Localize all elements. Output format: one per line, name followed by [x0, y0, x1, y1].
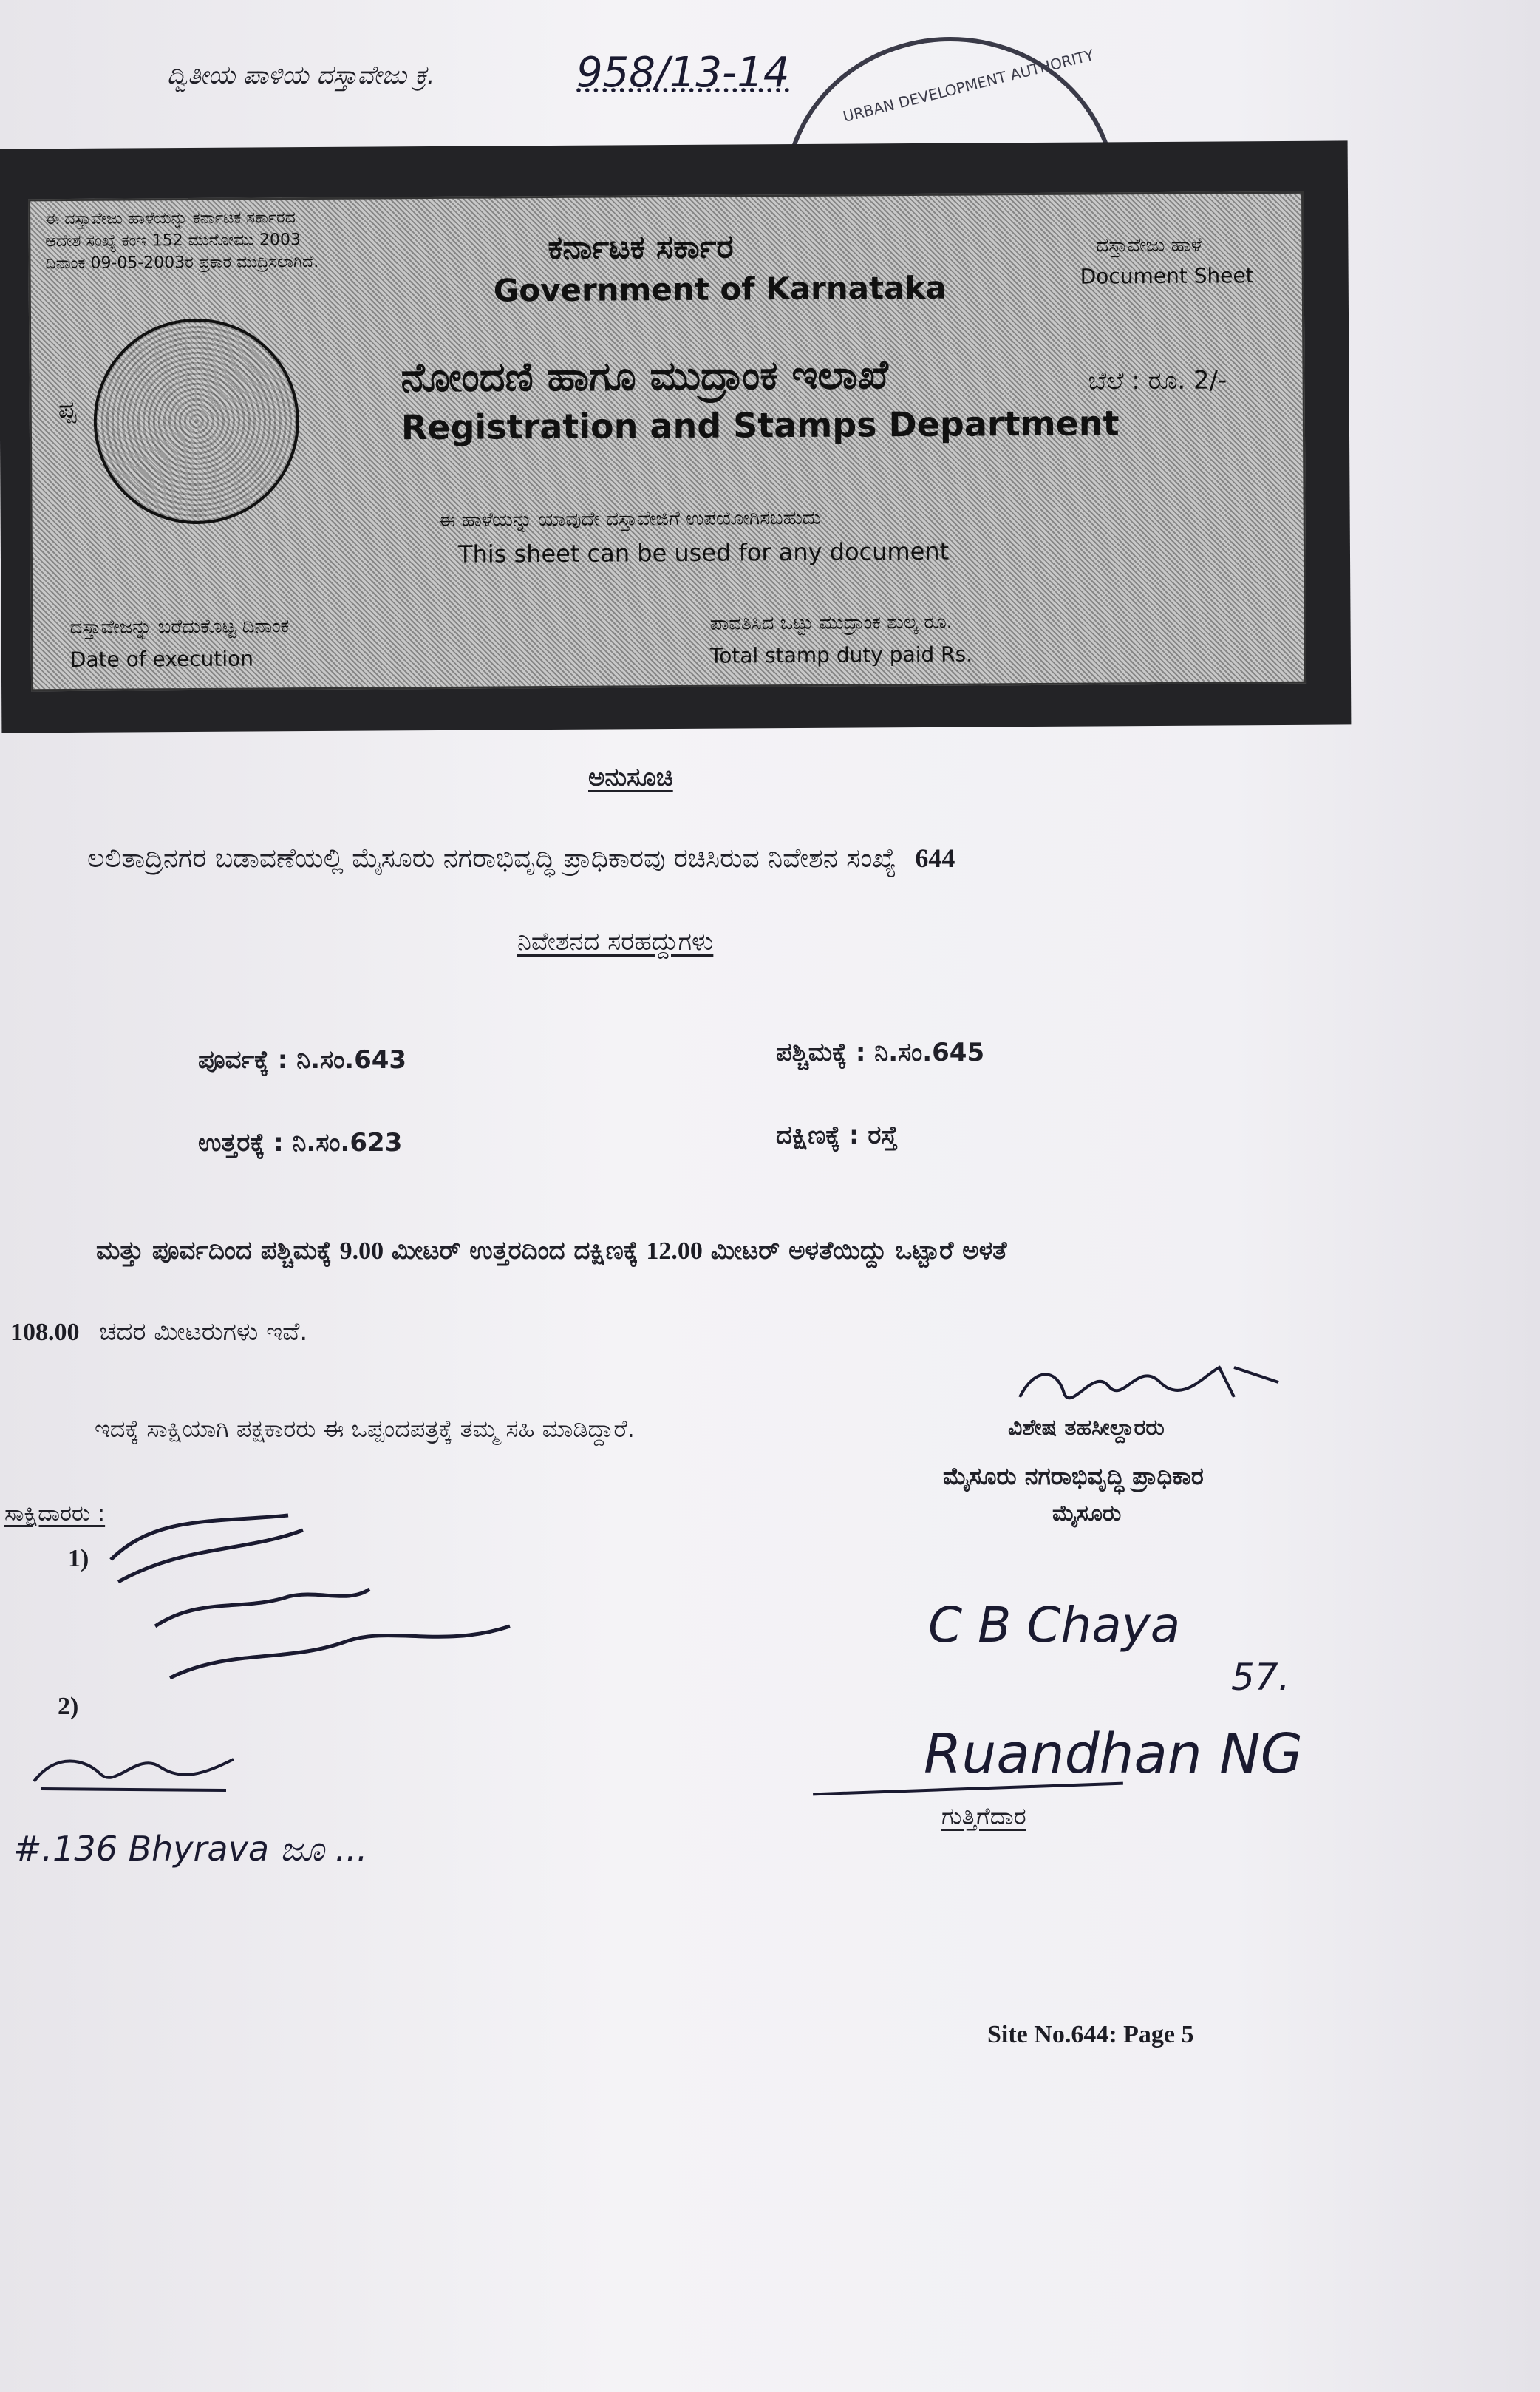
schedule-heading: ಅನುಸೂಚಿ	[588, 763, 673, 792]
any-doc-english: This sheet can be used for any document	[457, 537, 950, 568]
stamp-duty-kannada: ಪಾವತಿಸಿದ ಒಟ್ಟು ಮುದ್ರಾಂಕ ಶುಲ್ಕ ರೂ.	[709, 611, 953, 635]
intro-line	[87, 843, 955, 874]
witnesses-label: ಸಾಕ್ಷಿದಾರರು :	[4, 1501, 106, 1526]
witness2-signature-icon	[27, 1737, 248, 1796]
witness2-address: #.136 Bhyrava ಜೂ ...	[13, 1829, 368, 1869]
page-footer: Site No.644: Page 5	[987, 2021, 1194, 2048]
measure-pre: ಮತ್ತು ಪೂರ್ವದಿಂದ ಪಶ್ಚಿಮಕ್ಕೆ	[96, 1236, 332, 1265]
witness2-signature	[27, 1737, 248, 1799]
dept-english: Registration and Stamps Department	[401, 403, 1120, 448]
measure-post: ಮೀಟರ್ ಅಳತೆಯಿದ್ದು ಒಟ್ಟಾರೆ ಅಳತೆ	[710, 1236, 1007, 1265]
area-value: 108.00	[10, 1319, 80, 1346]
state-emblem-icon	[93, 318, 300, 525]
order-note-line-1: ಈ ದಸ್ತಾವೇಜು ಹಾಳೆಯನ್ನು ಕರ್ನಾಟಕ ಸರ್ಕಾರದ	[45, 208, 296, 229]
lessee-signature: Ruandhan NG	[924, 1722, 1303, 1786]
witness-statement: ಇದಕ್ಕೆ ಸಾಕ್ಷಿಯಾಗಿ ಪಕ್ಷಕಾರರು ಈ ಒಪ್ಪಂದಪತ್ರಕ್ಕೆ ತಮ್ಮ ಸಹಿ ಮಾಡಿದ್ದಾರೆ.	[95, 1415, 635, 1443]
stamp-sheet-panel	[28, 191, 1306, 692]
price-label: ಬೆಲೆ : ರೂ. 2/-	[1088, 365, 1227, 396]
exec-date-kannada: ದಸ್ತಾವೇಜನ್ನು ಬರೆದುಕೊಟ್ಟ ದಿನಾಂಕ	[69, 615, 290, 639]
measure-mid: ಮೀಟರ್ ಉತ್ತರದಿಂದ ದಕ್ಷಿಣಕ್ಕೆ	[391, 1236, 638, 1265]
intro-text: ಲಲಿತಾದ್ರಿನಗರ ಬಡಾವಣೆಯಲ್ಲಿ ಮೈಸೂರು ನಗರಾಭಿವೃದ್ಧಿ ಪ್ರಾಧಿಕಾರವು ರಚಿಸಿರುವ ನಿವೇಶನ ಸಂಖ್ಯೆ	[87, 843, 896, 874]
officer-signature-icon	[1012, 1353, 1293, 1419]
stamp-duty-english: Total stamp duty paid Rs.	[709, 642, 973, 668]
register-label: ದ್ವಿತೀಯ ಪಾಳಿಯ ದಸ್ತಾವೇಜು ಕ್ರ.	[167, 61, 435, 90]
area-unit: ಚದರ ಮೀಟರುಗಳು ಇವೆ.	[99, 1317, 308, 1347]
boundary-west: ಪಶ್ಚಿಮಕ್ಕೆ : ನಿ.ಸಂ.645	[776, 1038, 985, 1067]
dept-kannada: ನೋಂದಣಿ ಹಾಗೂ ಮುದ್ರಾಂಕ ಇಲಾಖೆ	[401, 351, 889, 401]
order-note-line-2: ಆದೇಶ ಸಂಖ್ಯೆ ಕಂಇ 152 ಮುನೋಮು 2003	[45, 231, 301, 251]
area-line	[10, 1317, 307, 1347]
ns-value: 12.00	[646, 1237, 703, 1265]
govt-kannada: ಕರ್ನಾಟಕ ಸರ್ಕಾರ	[548, 228, 734, 268]
register-number: 958/13-14	[576, 49, 790, 97]
govt-english: Government of Karnataka	[493, 269, 947, 309]
officer-place: ಮೈಸೂರು	[1052, 1501, 1122, 1526]
witness1-number: 1)	[68, 1545, 89, 1572]
doc-sheet-english: Document Sheet	[1080, 263, 1254, 289]
order-note-line-3: ದಿನಾಂಕ 09-05-2003ರ ಪ್ರಕಾರ ಮುದ್ರಿಸಲಾಗಿದೆ.	[45, 252, 319, 273]
officer-org: ಮೈಸೂರು ನಗರಾಭಿವೃದ್ಧಿ ಪ್ರಾಧಿಕಾರ	[943, 1462, 1204, 1490]
boundary-north: ಉತ್ತರಕ್ಕೆ : ನಿ.ಸಂ.623	[198, 1128, 403, 1158]
boundaries-heading: ನಿವೇಶನದ ಸರಹದ್ದುಗಳು	[517, 927, 714, 957]
doc-sheet-kannada: ದಸ್ತಾವೇಜು ಹಾಳೆ	[1096, 234, 1203, 257]
any-doc-kannada: ಈ ಹಾಳೆಯನ್ನು ಯಾವುದೇ ದಸ್ತಾವೇಜಿಗೆ ಉಪಯೋಗಿಸಬಹುದು	[438, 506, 822, 531]
party-signature-note: 57.	[1231, 1656, 1290, 1699]
lessee-label: ಗುತ್ತಿಗೆದಾರ	[941, 1802, 1026, 1830]
side-mark: ಪ್ಪ	[58, 394, 77, 425]
ew-value: 9.00	[339, 1237, 384, 1265]
witness1-signature	[96, 1501, 539, 1696]
officer-title: ವಿಶೇಷ ತಹಸೀಲ್ದಾರರು	[1008, 1415, 1165, 1441]
boundary-south: ದಕ್ಷಿಣಕ್ಕೆ : ರಸ್ತೆ	[776, 1121, 898, 1150]
witness2-number: 2)	[58, 1693, 79, 1720]
witness1-signature-icon	[96, 1501, 539, 1693]
party-signature: C B Chaya	[928, 1597, 1181, 1654]
boundary-east: ಪೂರ್ವಕ್ಕೆ : ನಿ.ಸಂ.643	[198, 1045, 407, 1075]
stamp-sheet	[0, 140, 1351, 733]
exec-date-english: Date of execution	[69, 646, 254, 673]
seal-text: URBAN DEVELOPMENT AUTHORITY	[841, 46, 1096, 126]
site-number: 644	[915, 843, 955, 873]
measurement-line	[96, 1236, 1007, 1265]
